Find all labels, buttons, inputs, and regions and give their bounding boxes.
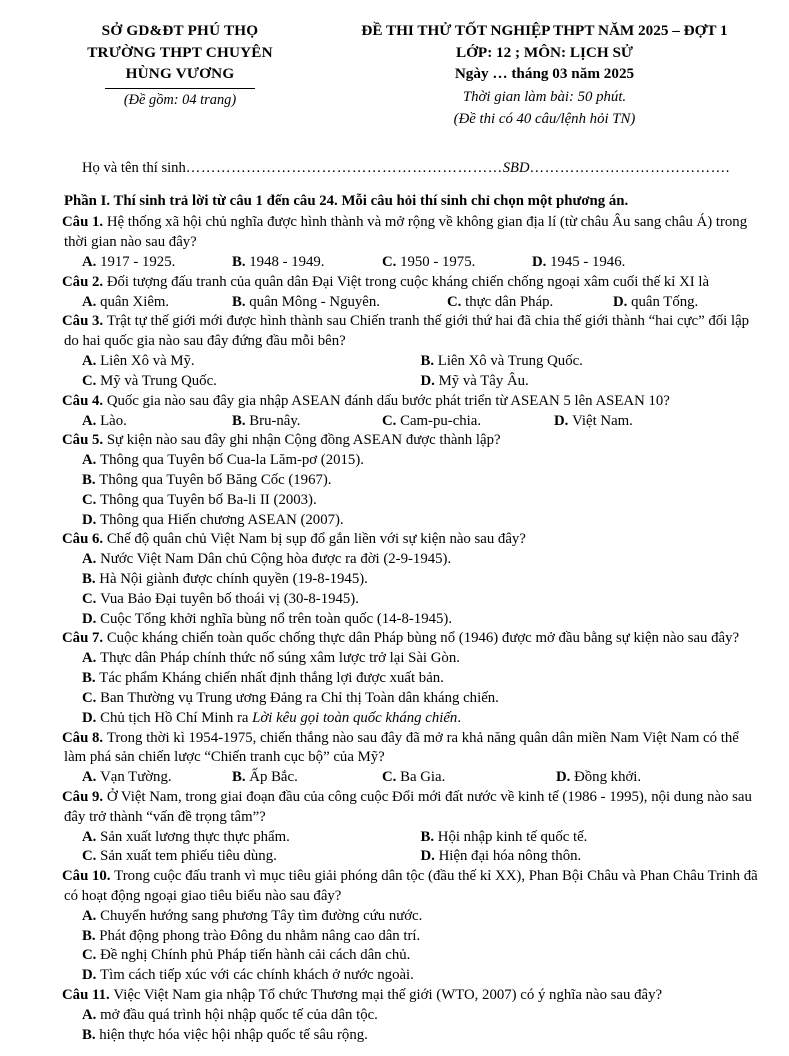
question-number: Câu 5. bbox=[62, 432, 107, 449]
option-b[interactable] bbox=[82, 928, 420, 944]
option-cell bbox=[82, 847, 421, 867]
option-line[interactable] bbox=[30, 966, 759, 986]
option-text: Phát động phong trào Đông du nhằm nâng cao dân trí. bbox=[99, 927, 421, 944]
question-stem bbox=[30, 867, 759, 907]
candidate-info-line bbox=[30, 159, 759, 178]
option-c[interactable] bbox=[82, 591, 359, 607]
option-b[interactable] bbox=[82, 571, 368, 587]
option-label: B. bbox=[420, 828, 438, 845]
school-block bbox=[30, 18, 330, 109]
option-text: Mỹ và Tây Âu. bbox=[438, 372, 529, 389]
option-cell bbox=[82, 828, 421, 848]
option-label: D. bbox=[82, 709, 101, 726]
option-row bbox=[30, 253, 759, 273]
option-text: Việt Nam. bbox=[572, 412, 633, 429]
option-label: D. bbox=[82, 511, 101, 528]
option-text: Mỹ và Trung Quốc. bbox=[100, 372, 217, 389]
option-text: Chuyển hướng sang phương Tây tìm đường cứu nước. bbox=[100, 907, 423, 924]
option-line[interactable] bbox=[30, 907, 759, 927]
option-text: Thông qua Tuyên bố Băng Cốc (1967). bbox=[99, 471, 332, 488]
option-c[interactable] bbox=[82, 690, 499, 706]
option-a[interactable] bbox=[82, 551, 451, 567]
option-b[interactable] bbox=[232, 412, 382, 432]
candidate-sbd-dots[interactable]: …………………………………. bbox=[529, 160, 730, 177]
option-text: Liên Xô và Trung Quốc. bbox=[437, 353, 583, 370]
option-label: A. bbox=[82, 1006, 101, 1023]
option-text: 1948 - 1949. bbox=[249, 254, 325, 270]
candidate-name-label: Họ và tên thí sinh bbox=[82, 160, 186, 177]
option-text: 1917 - 1925. bbox=[100, 254, 176, 270]
option-d[interactable] bbox=[421, 373, 529, 389]
option-label: C. bbox=[82, 848, 101, 865]
option-text: Tìm cách tiếp xúc với các chính khách ở nước ngoài. bbox=[100, 967, 414, 984]
option-b[interactable] bbox=[82, 472, 332, 488]
option-label: C. bbox=[82, 689, 101, 706]
option-label: D. bbox=[556, 769, 575, 786]
option-line[interactable] bbox=[30, 927, 759, 947]
option-d[interactable] bbox=[613, 293, 698, 313]
option-c[interactable] bbox=[382, 412, 554, 432]
question-text: Việc Việt Nam gia nhập Tổ chức Thương mại thế giới (WTO, 2007) có ý nghĩa nào sau đây? bbox=[113, 987, 663, 1004]
option-label: A. bbox=[82, 293, 101, 310]
option-text: Cuộc Tổng khởi nghĩa bùng nổ trên toàn quốc (14-8-1945). bbox=[100, 610, 453, 627]
option-text-italic: Lời kêu gọi toàn quốc kháng chiến bbox=[252, 709, 458, 726]
question-number: Câu 8. bbox=[62, 729, 107, 746]
question-number: Câu 9. bbox=[62, 788, 107, 805]
question-text: Sự kiện nào sau đây ghi nhận Cộng đồng ASEAN được thành lập? bbox=[106, 432, 501, 449]
option-label: D. bbox=[613, 293, 632, 310]
exam-date: Ngày … tháng 03 năm 2025 bbox=[454, 65, 635, 83]
option-d[interactable] bbox=[82, 967, 414, 983]
option-line[interactable] bbox=[30, 709, 759, 729]
option-label: B. bbox=[82, 670, 100, 687]
option-line[interactable] bbox=[30, 471, 759, 491]
exam-title-block bbox=[330, 18, 759, 131]
option-line[interactable] bbox=[30, 1006, 759, 1026]
option-text: hiện thực hóa việc hội nhập quốc tế sâu rộng. bbox=[99, 1026, 368, 1043]
option-label: D. bbox=[554, 412, 573, 429]
option-column-left bbox=[82, 352, 421, 392]
option-line[interactable] bbox=[30, 649, 759, 669]
header-divider bbox=[105, 88, 255, 89]
question-text: Hệ thống xã hội chủ nghĩa được hình thành và mở rộng về không gian địa lí (từ châu Âu sang châu Á) trong thời gian nào sau đây? bbox=[64, 214, 748, 251]
option-label: B. bbox=[82, 927, 100, 944]
option-label: B. bbox=[82, 571, 100, 587]
option-line[interactable] bbox=[30, 570, 759, 590]
option-a[interactable] bbox=[82, 253, 232, 273]
question-text: Cuộc kháng chiến toàn quốc chống thực dân Pháp bùng nổ (1946) được mở đầu bằng sự kiện nào sau đây? bbox=[106, 630, 740, 647]
question-number: Câu 4. bbox=[62, 392, 107, 409]
option-grid bbox=[30, 352, 759, 392]
option-b[interactable] bbox=[82, 670, 444, 686]
school-name-second: HÙNG VƯƠNG bbox=[125, 65, 235, 83]
question-stem bbox=[30, 431, 759, 451]
option-label: B. bbox=[232, 293, 250, 310]
option-text: thực dân Pháp. bbox=[465, 293, 554, 310]
option-label: A. bbox=[82, 452, 101, 469]
option-cell bbox=[421, 352, 760, 372]
option-line[interactable] bbox=[30, 1026, 759, 1046]
option-column-right bbox=[421, 828, 760, 868]
option-b[interactable] bbox=[232, 253, 382, 273]
option-label: C. bbox=[82, 491, 101, 508]
option-text: Vua Bảo Đại tuyên bố thoái vị (30-8-1945). bbox=[100, 590, 359, 607]
question-text: Ở Việt Nam, trong giai đoạn đầu của công cuộc Đổi mới đất nước về kinh tế (1986 - 1995), nội dung nào sau đây trở thành “vấn đề trọng tâm”? bbox=[64, 788, 752, 825]
option-text: Đồng khởi. bbox=[574, 769, 642, 786]
option-label: D. bbox=[82, 610, 101, 627]
option-label: A. bbox=[82, 769, 101, 786]
option-label: B. bbox=[82, 471, 100, 488]
option-row bbox=[30, 293, 759, 313]
option-text: Sản xuất tem phiếu tiêu dùng. bbox=[100, 848, 277, 865]
option-text: Tác phẩm Kháng chiến nhất định thắng lợi được xuất bản. bbox=[99, 670, 444, 687]
option-a[interactable] bbox=[82, 293, 232, 313]
question-stem bbox=[30, 213, 759, 253]
option-label: C. bbox=[82, 947, 101, 964]
option-b[interactable] bbox=[421, 353, 583, 369]
question-stem bbox=[30, 312, 759, 352]
option-line[interactable] bbox=[30, 491, 759, 511]
option-d[interactable] bbox=[82, 611, 452, 627]
exam-question-count: (Đề thi có 40 câu/lệnh hỏi TN) bbox=[453, 111, 636, 128]
question-stem bbox=[30, 392, 759, 412]
option-text-tail: . bbox=[457, 709, 462, 726]
question-text: Chế độ quân chủ Việt Nam bị sụp đổ gắn liền với sự kiện nào sau đây? bbox=[106, 531, 526, 548]
option-b[interactable] bbox=[232, 768, 382, 788]
option-line[interactable] bbox=[30, 511, 759, 531]
option-text: Ba Gia. bbox=[400, 769, 446, 786]
option-text: Chủ tịch Hồ Chí Minh ra bbox=[100, 709, 253, 726]
question-list bbox=[30, 213, 759, 1045]
option-d[interactable] bbox=[554, 412, 633, 432]
option-text: Thông qua Tuyên bố Cua-la Lăm-pơ (2015). bbox=[100, 452, 364, 469]
option-text: Hội nhập kinh tế quốc tế. bbox=[437, 828, 588, 845]
option-cell bbox=[421, 847, 760, 867]
option-a[interactable] bbox=[82, 353, 195, 369]
option-label: A. bbox=[82, 650, 101, 667]
option-label: D. bbox=[420, 372, 439, 389]
option-c[interactable] bbox=[382, 253, 532, 273]
option-text: mở đầu quá trình hội nhập quốc tế của dân tộc. bbox=[100, 1006, 378, 1023]
option-text: Bru-nây. bbox=[249, 412, 301, 429]
option-text: Thực dân Pháp chính thức nổ súng xâm lược trở lại Sài Gòn. bbox=[100, 650, 460, 667]
option-b[interactable] bbox=[421, 829, 588, 845]
option-label: A. bbox=[82, 254, 101, 270]
option-text: Nước Việt Nam Dân chủ Cộng hòa được ra đời (2-9-1945). bbox=[100, 551, 452, 568]
option-line[interactable] bbox=[30, 550, 759, 570]
option-c[interactable] bbox=[382, 768, 556, 788]
school-name: TRƯỜNG THPT CHUYÊN bbox=[87, 43, 273, 61]
question-stem bbox=[30, 729, 759, 769]
option-text: Hà Nội giành được chính quyền (19-8-1945). bbox=[99, 571, 368, 587]
question-number: Câu 3. bbox=[62, 313, 107, 330]
option-text: Ấp Bắc. bbox=[249, 769, 298, 786]
option-d[interactable] bbox=[532, 253, 625, 273]
option-label: B. bbox=[420, 353, 438, 370]
option-label: C. bbox=[382, 254, 401, 270]
option-a[interactable] bbox=[82, 650, 460, 666]
option-label: A. bbox=[82, 412, 101, 429]
exam-title: ĐỀ THI THỬ TỐT NGHIỆP THPT NĂM 2025 – ĐỢT 1 bbox=[361, 22, 728, 39]
question-number: Câu 11. bbox=[62, 987, 114, 1004]
exam-subject: LỚP: 12 ; MÔN: LỊCH SỬ bbox=[455, 43, 634, 61]
question-number: Câu 10. bbox=[62, 868, 115, 885]
question-stem bbox=[30, 788, 759, 828]
option-row bbox=[30, 768, 759, 788]
option-label: A. bbox=[82, 353, 101, 370]
option-label: C. bbox=[382, 769, 401, 786]
option-b[interactable] bbox=[82, 1027, 368, 1043]
option-label: C. bbox=[82, 372, 101, 389]
question-stem bbox=[30, 530, 759, 550]
option-text: Hiện đại hóa nông thôn. bbox=[438, 848, 582, 865]
option-cell bbox=[82, 372, 421, 392]
option-label: D. bbox=[532, 254, 551, 270]
option-text: Ban Thường vụ Trung ương Đảng ra Chỉ thị Toàn dân kháng chiến. bbox=[100, 689, 499, 706]
question-stem bbox=[30, 629, 759, 649]
option-label: C. bbox=[382, 412, 401, 429]
option-text: 1950 - 1975. bbox=[400, 254, 476, 270]
question-number: Câu 6. bbox=[62, 531, 107, 548]
option-label: C. bbox=[82, 590, 101, 607]
option-label: A. bbox=[82, 551, 101, 568]
exam-duration: Thời gian làm bài: 50 phút. bbox=[462, 88, 627, 105]
page-count-note: (Đề gồm: 04 trang) bbox=[123, 91, 237, 108]
option-c[interactable] bbox=[82, 848, 277, 864]
part-1-title: Phần I. Thí sinh trả lời từ câu 1 đến câu 24. Mỗi câu hỏi thí sinh chỉ chọn một phương án. bbox=[64, 192, 629, 209]
option-text: quân Mông - Nguyên. bbox=[249, 293, 380, 310]
option-label: A. bbox=[82, 828, 101, 845]
option-d[interactable] bbox=[421, 848, 582, 864]
question-text: Trật tự thế giới mới được hình thành sau Chiến tranh thế giới thứ hai đã chia thế giới thành “hai cực” đối lập do hai quốc gia nào sau đây đứng đầu mỗi bên? bbox=[64, 313, 750, 350]
option-a[interactable] bbox=[82, 768, 232, 788]
question-text: Trong cuộc đấu tranh vì mục tiêu giải phóng dân tộc (đầu thế kỉ XX), Phan Bội Châu và Phan Châu Trinh đã có hoạt động ngoại giao tiêu biểu nào sau đây? bbox=[64, 868, 758, 904]
option-c[interactable] bbox=[82, 947, 410, 963]
department-name: SỞ GD&ĐT PHÚ THỌ bbox=[101, 22, 259, 39]
option-column-left bbox=[82, 828, 421, 868]
question-text: Trong thời kì 1954-1975, chiến thắng nào sau đây đã mở ra khả năng quân dân miền Nam Việt Nam có thể làm phá sản chiến lược “Chiến tranh cục bộ” của Mỹ? bbox=[64, 729, 739, 766]
option-line[interactable] bbox=[30, 946, 759, 966]
question-text: Quốc gia nào sau đây gia nhập ASEAN đánh dấu bước phát triển từ ASEAN 5 lên ASEAN 10? bbox=[106, 392, 670, 409]
option-line[interactable] bbox=[30, 610, 759, 630]
option-line[interactable] bbox=[30, 669, 759, 689]
option-d[interactable] bbox=[82, 710, 461, 726]
option-a[interactable] bbox=[82, 908, 422, 924]
option-d[interactable] bbox=[82, 512, 344, 528]
option-line[interactable] bbox=[30, 590, 759, 610]
option-text: quân Xiêm. bbox=[100, 293, 170, 310]
option-text: Sản xuất lương thực thực phẩm. bbox=[100, 828, 290, 845]
option-label: D. bbox=[82, 967, 101, 984]
question-stem bbox=[30, 986, 759, 1006]
option-label: D. bbox=[420, 848, 439, 865]
option-text: Liên Xô và Mỹ. bbox=[100, 353, 195, 370]
option-label: C. bbox=[447, 293, 466, 310]
question-text: Đối tượng đấu tranh của quân dân Đại Việt trong cuộc kháng chiến chống ngoại xâm cuối thế kỉ XI là bbox=[106, 273, 710, 290]
option-c[interactable] bbox=[82, 492, 317, 508]
option-cell bbox=[421, 372, 760, 392]
option-line[interactable] bbox=[30, 689, 759, 709]
option-c[interactable] bbox=[82, 373, 217, 389]
option-line[interactable] bbox=[30, 451, 759, 471]
option-text: Thông qua Tuyên bố Ba-li II (2003). bbox=[100, 491, 317, 508]
question-stem bbox=[30, 273, 759, 293]
option-d[interactable] bbox=[556, 768, 641, 788]
candidate-sbd-label: SBD bbox=[502, 160, 530, 177]
option-text: Đề nghị Chính phủ Pháp tiến hành cải cách dân chủ. bbox=[100, 947, 411, 964]
option-grid bbox=[30, 828, 759, 868]
option-label: B. bbox=[232, 412, 250, 429]
option-cell bbox=[421, 828, 760, 848]
option-text: Vạn Tường. bbox=[100, 769, 172, 786]
option-a[interactable] bbox=[82, 412, 232, 432]
question-number: Câu 1. bbox=[62, 214, 107, 231]
option-label: A. bbox=[82, 907, 101, 924]
option-a[interactable] bbox=[82, 452, 364, 468]
option-a[interactable] bbox=[82, 1007, 378, 1023]
option-label: B. bbox=[232, 254, 250, 270]
option-cell bbox=[82, 352, 421, 372]
option-label: B. bbox=[232, 769, 250, 786]
option-c[interactable] bbox=[447, 293, 613, 313]
option-b[interactable] bbox=[232, 293, 447, 313]
option-text: Thông qua Hiến chương ASEAN (2007). bbox=[100, 511, 344, 528]
option-label: B. bbox=[82, 1026, 100, 1043]
document-header bbox=[30, 18, 759, 131]
option-row bbox=[30, 412, 759, 432]
question-number: Câu 7. bbox=[62, 630, 107, 647]
option-text: Lào. bbox=[100, 412, 127, 429]
option-text: quân Tống. bbox=[631, 293, 699, 310]
option-text: 1945 - 1946. bbox=[550, 254, 626, 270]
option-column-right bbox=[421, 352, 760, 392]
candidate-name-dots[interactable]: ……………………………………………………… bbox=[185, 160, 503, 177]
question-number: Câu 2. bbox=[62, 273, 107, 290]
option-text: Cam-pu-chia. bbox=[400, 412, 482, 429]
option-a[interactable] bbox=[82, 829, 290, 845]
